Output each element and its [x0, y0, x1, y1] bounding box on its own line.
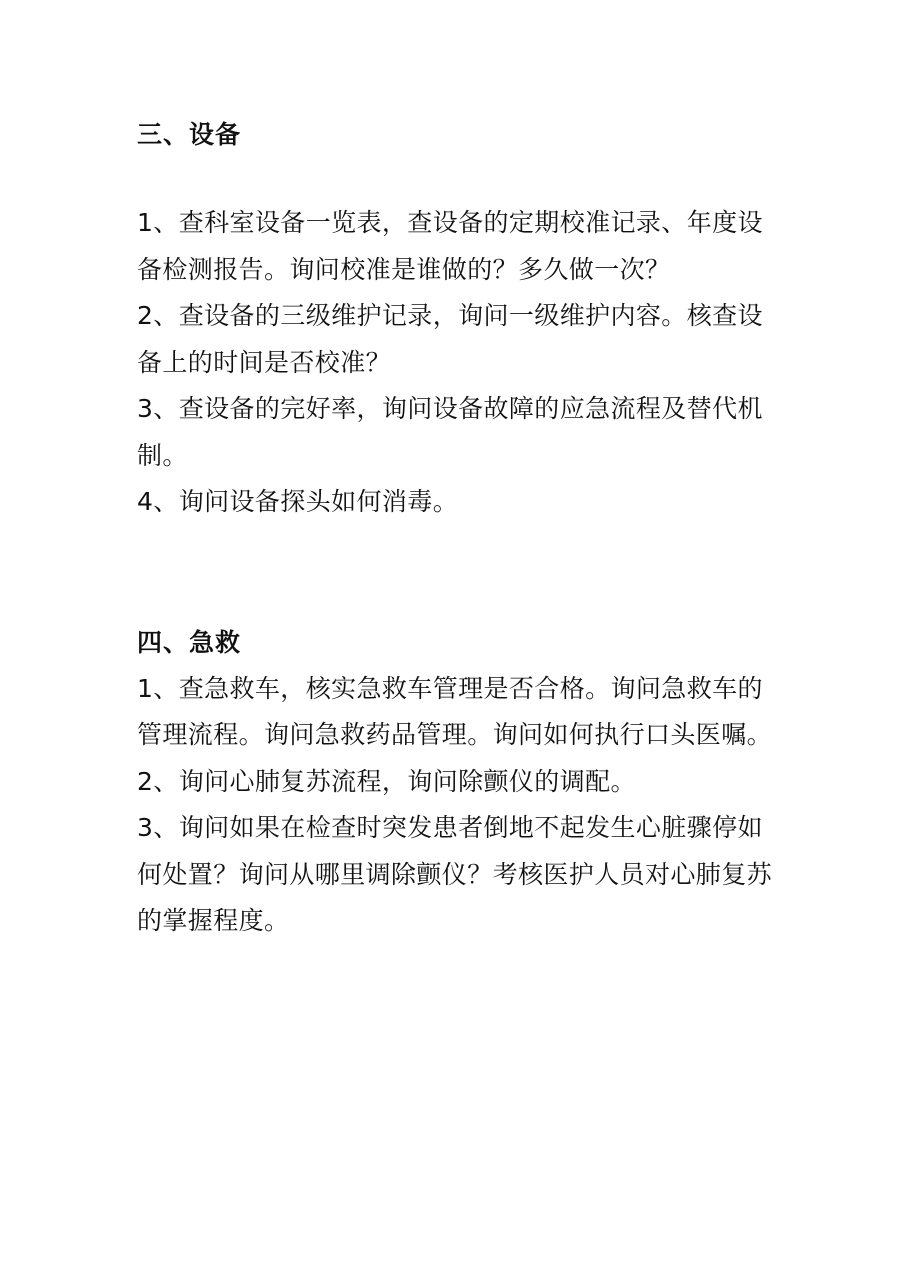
- document-content: [137, 112, 787, 945]
- section-title-first-aid: 四、急救: [137, 627, 242, 657]
- spacer: [137, 526, 787, 620]
- equipment-item-3: 3、查设备的完好率，询问设备故障的应急流程及替代机制。: [137, 394, 763, 470]
- first-aid-item-1: 1、查急救车，核实急救车管理是否合格。询问急救车的管理流程。询问急救药品管理。询问如何执行口头医嘱。: [137, 673, 773, 749]
- equipment-item-2: 2、查设备的三级维护记录，询问一级维护内容。核查设备上的时间是否校准？: [137, 301, 763, 377]
- first-aid-item-3: 3、询问如果在检查时突发患者倒地不起发生心脏骤停如何处置？询问从哪里调除颤仪？考核医护人员对心肺复苏的掌握程度。: [137, 813, 773, 935]
- equipment-item-1: 1、查科室设备一览表，查设备的定期校准记录、年度设备检测报告。询问校准是谁做的？多久做一次？: [137, 208, 763, 284]
- equipment-item-4: 4、询问设备探头如何消毒。: [137, 487, 459, 516]
- first-aid-item-2: 2、询问心肺复苏流程，询问除颤仪的调配。: [137, 766, 636, 796]
- spacer: [137, 158, 787, 200]
- section-title-equipment: 三、设备: [137, 120, 242, 149]
